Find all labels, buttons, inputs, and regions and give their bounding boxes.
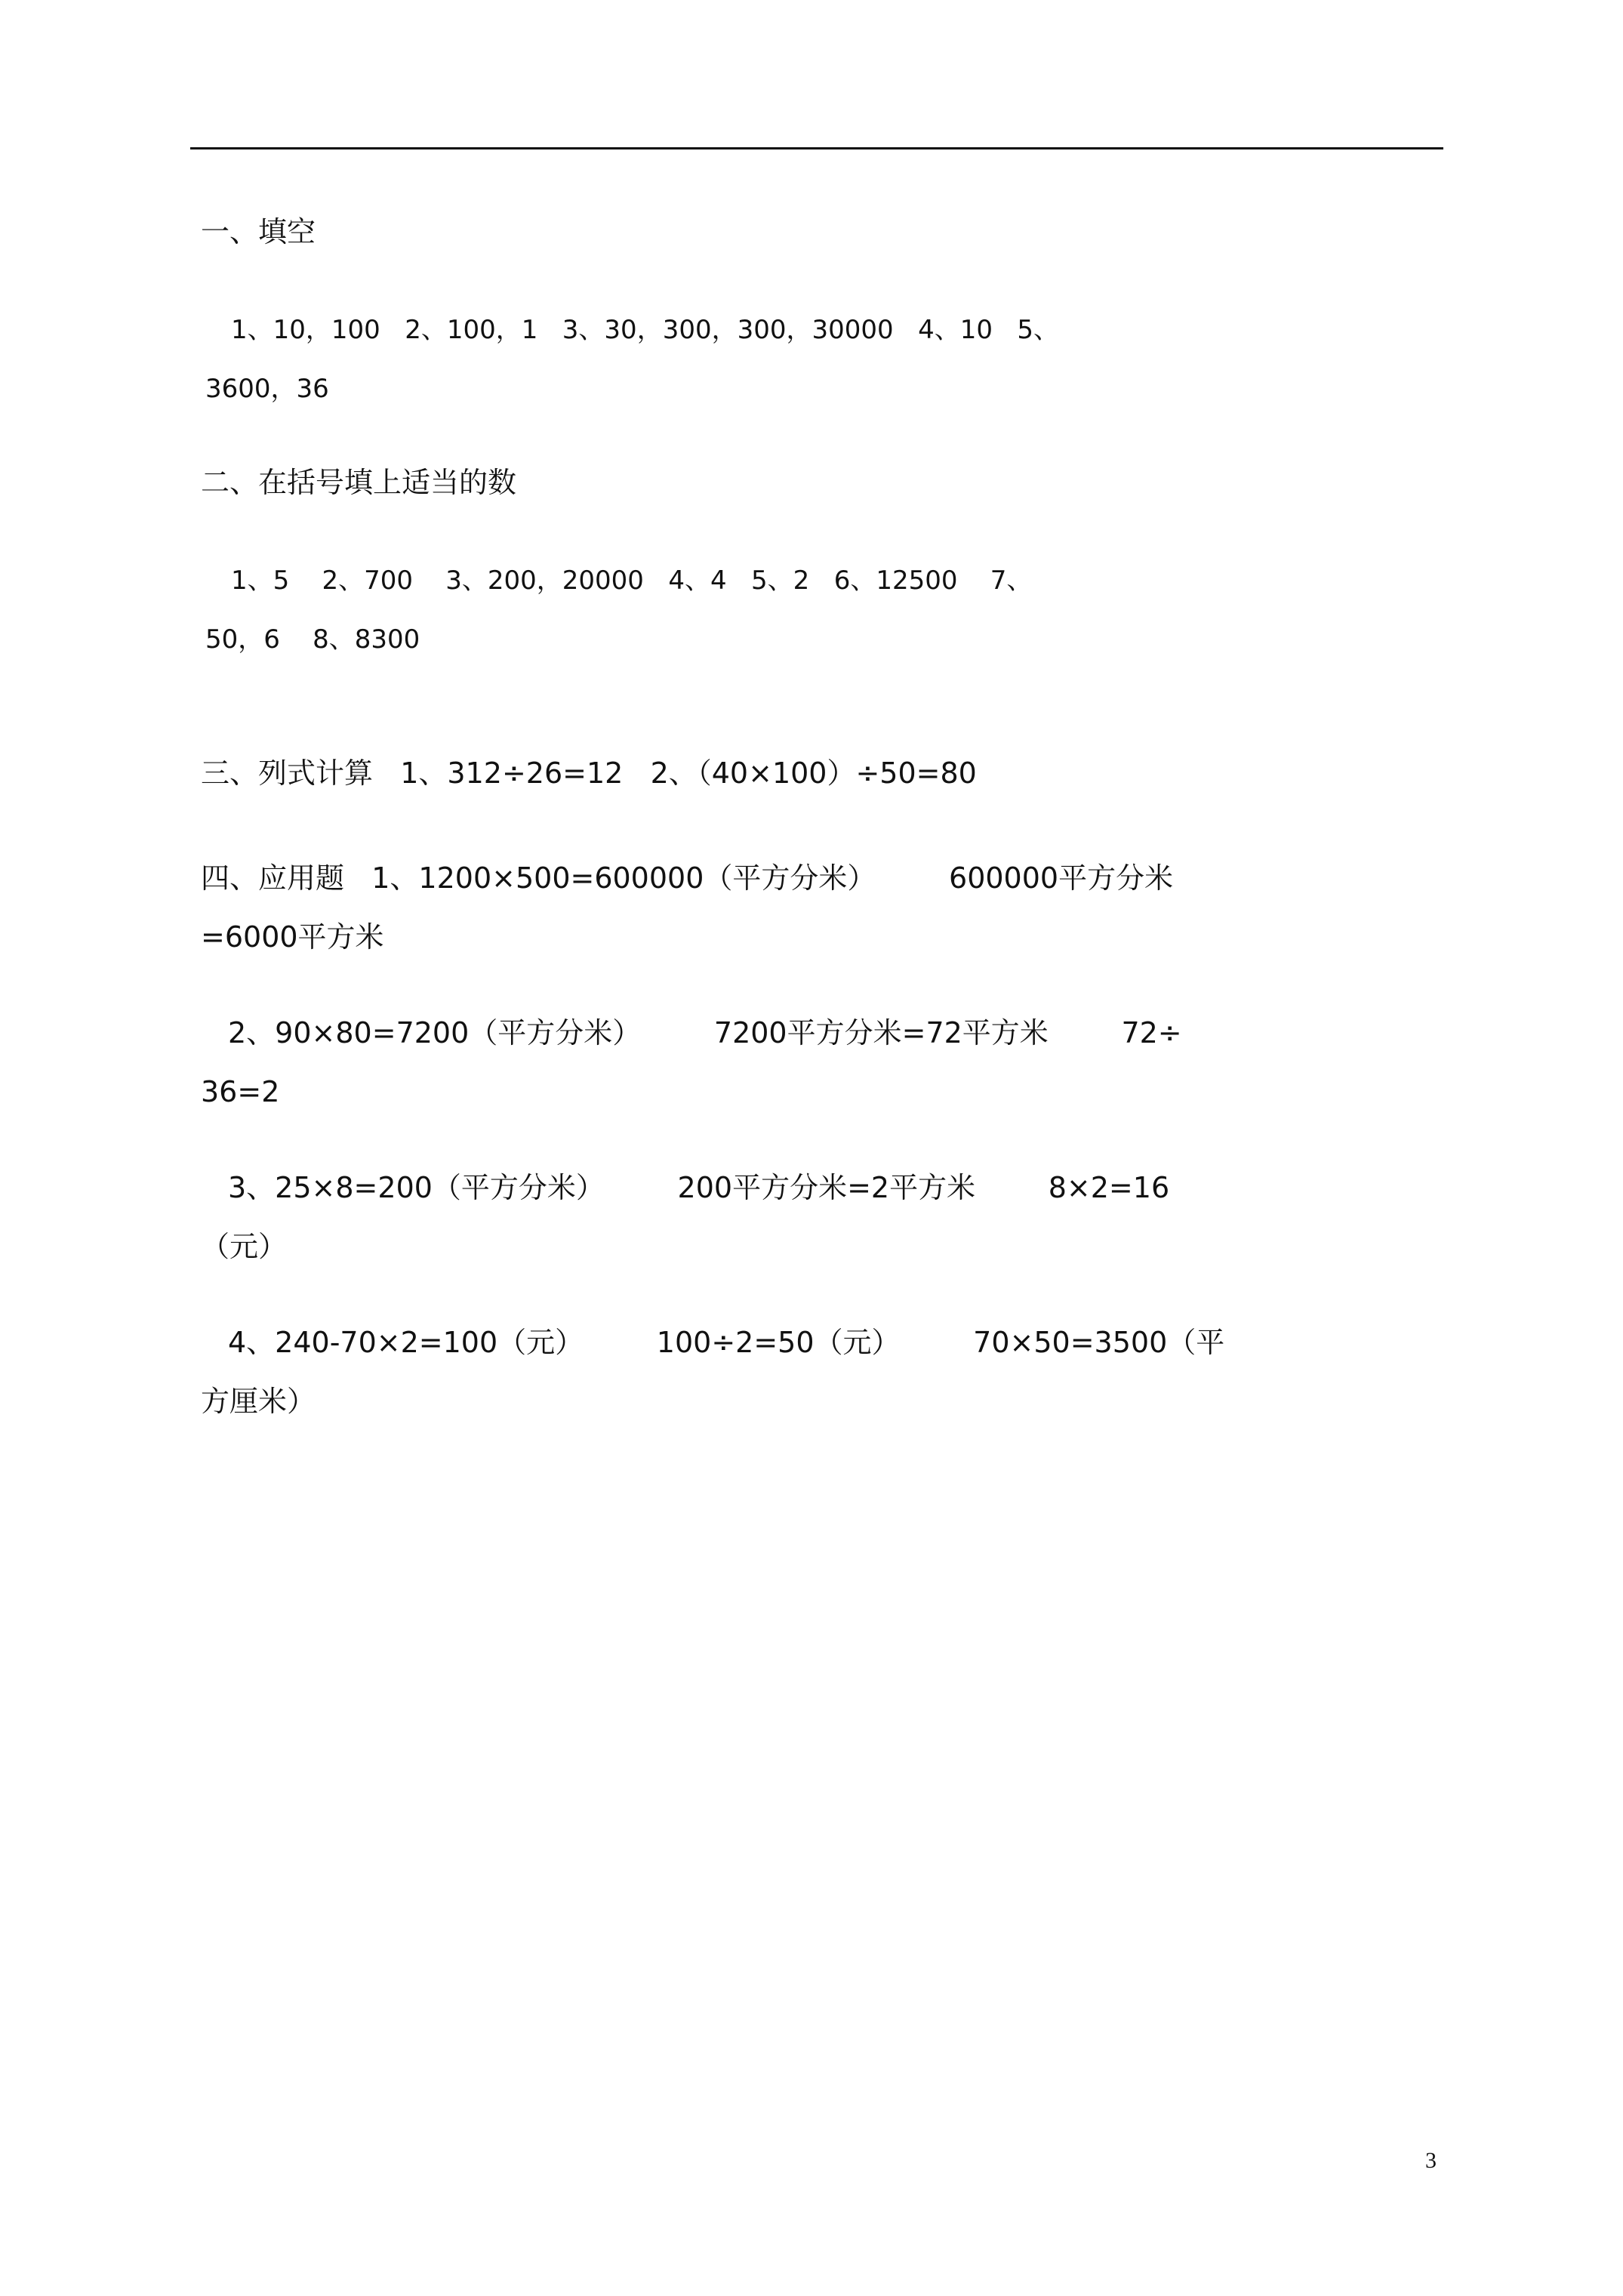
fill-blank-answers-line1: 1、10，100 2、100，1 3、30，300，300，30000 4、10 5、 (231, 315, 1060, 345)
application-q2-line2: 36=2 (201, 1075, 280, 1108)
header-rule (190, 147, 1443, 149)
application-q3-line1: 3、25×8=200（平方分米） 200平方分米=2平方米 8×2=16 (228, 1171, 1170, 1204)
parentheses-answers-line2: 50，6 8、8300 (205, 624, 420, 655)
application-q1-line2: =6000平方米 (201, 920, 384, 954)
application-q2-line1: 2、90×80=7200（平方分米） 7200平方分米=72平方米 72÷ (228, 1016, 1182, 1049)
section-heading-fill-blank: 一、填空 (201, 215, 316, 248)
section-heading-parentheses: 二、在括号填上适当的数 (201, 466, 517, 499)
parentheses-answers-line1: 1、5 2、700 3、200，20000 4、4 5、2 6、12500 7、 (231, 566, 1033, 596)
application-q1-line1: 四、应用题 1、1200×500=600000（平方分米） 600000平方分米 (201, 861, 1174, 895)
calculation-line: 三、列式计算 1、312÷26=12 2、（40×100）÷50=80 (201, 757, 977, 790)
application-q4-line2: 方厘米） (201, 1385, 316, 1418)
page-number: 3 (1425, 2148, 1437, 2173)
application-q3-line2: （元） (201, 1230, 288, 1263)
fill-blank-answers-line2: 3600，36 (205, 374, 329, 404)
application-q4-line1: 4、240-70×2=100（元） 100÷2=50（元） 70×50=3500（平 (228, 1326, 1225, 1359)
